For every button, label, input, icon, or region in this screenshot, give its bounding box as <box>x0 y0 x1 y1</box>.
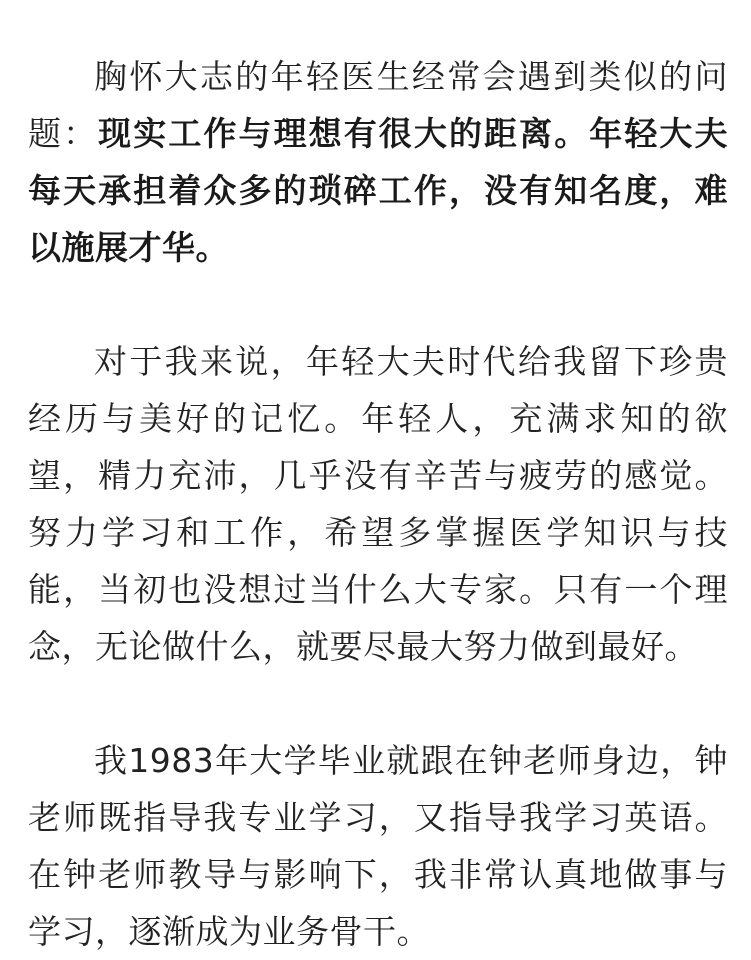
paragraph-3: 我1983年大学毕业就跟在钟老师身边，钟老师既指导我专业学习，又指导我学习英语。在钟老师教导与影响下，我非常认真地做事与学习，逐渐成为业务骨干。 <box>28 741 728 951</box>
paragraph-1 <box>28 48 728 276</box>
paragraph-1-lead: 胸怀大志的年轻医生经常会遇到类似的问题： <box>28 57 728 153</box>
paragraph-2: 对于我来说，年轻大夫时代给我留下珍贵经历与美好的记忆。年轻人，充满求知的欲望，精力充沛，几乎没有辛苦与疲劳的感觉。努力学习和工作，希望多掌握医学知识与技能，当初也没想过当什么大专家。只有一个理念，无论做什么，就要尽最大努力做到最好。 <box>28 342 728 666</box>
article-body <box>28 48 728 960</box>
paragraph-1-emphasis: 现实工作与理想有很大的距离。年轻大夫每天承担着众多的琐碎工作，没有知名度，难以施展才华。 <box>28 114 729 267</box>
